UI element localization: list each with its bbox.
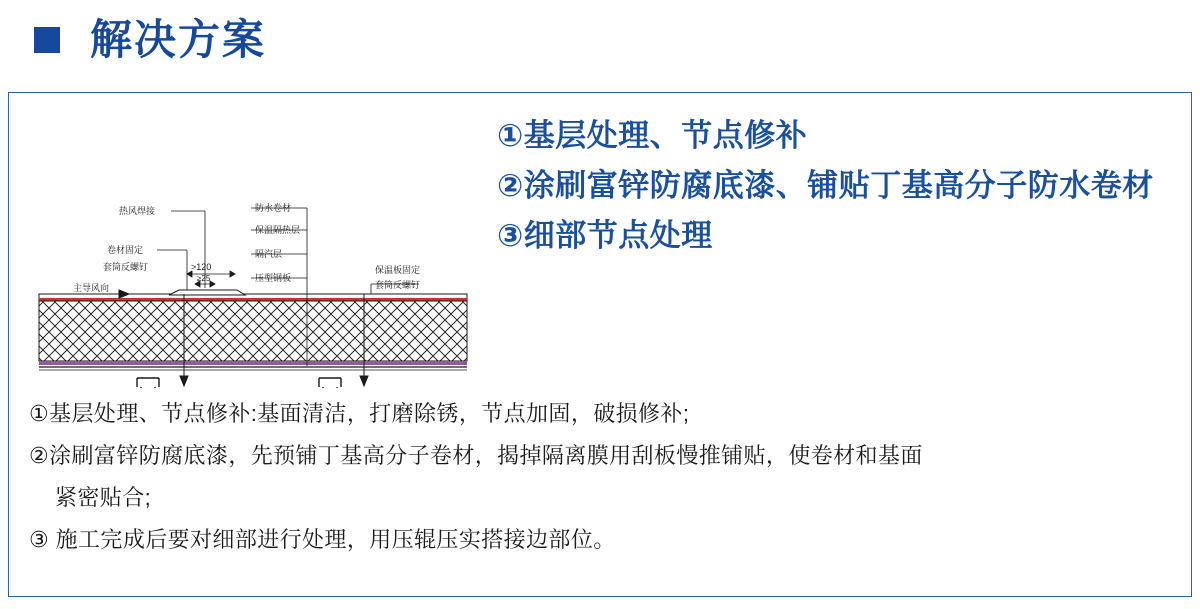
label-dimension-25: ≥25	[197, 274, 211, 283]
label-sleeve-screw-right: 套筒反螺钉	[375, 280, 421, 290]
note-line-2: ②涂刷富锌防腐底漆，先预铺丁基高分子卷材，揭掉隔离膜用刮板慢推铺贴，使卷材和基面	[29, 443, 923, 468]
solution-list	[497, 111, 1181, 261]
label-hot-air-weld: 热风焊接	[119, 206, 156, 216]
content-frame	[8, 92, 1192, 597]
roof-cross-section-diagram	[19, 98, 479, 388]
note-line-1: ①基层处理、节点修补:基面清洁，打磨除锈，节点加固，破损修补;	[29, 401, 690, 426]
label-membrane-fixing: 卷材固定	[107, 245, 144, 255]
label-sleeve-screw-left: 套筒反螺钉	[103, 262, 149, 272]
solution-item-3: ③细部节点处理	[497, 218, 713, 253]
label-vapor-barrier: 隔汽层	[255, 249, 283, 259]
label-waterproof-membrane: 防水卷材	[255, 203, 292, 213]
top-area	[9, 93, 1191, 393]
slide-header	[0, 0, 1200, 80]
header-bullet-icon	[34, 27, 60, 53]
label-insulation-layer: 保温隔热层	[255, 225, 301, 235]
notes-section	[29, 393, 1169, 561]
page-title: 解决方案	[90, 16, 267, 63]
solution-item-1: ①基层处理、节点修补	[497, 118, 808, 153]
note-line-3: 紧密贴合;	[55, 485, 152, 510]
label-main-wind-direction: 主导风向	[73, 283, 110, 293]
label-dimension-over-120: >120	[191, 262, 212, 272]
solution-item-2: ②涂刷富锌防腐底漆、铺贴丁基高分子防水卷材	[497, 168, 1154, 203]
note-line-4: ③ 施工完成后要对细部进行处理，用压辊压实搭接边部位。	[29, 527, 616, 552]
label-insulation-fixing: 保温板固定	[375, 265, 421, 275]
label-profiled-steel: 压型钢板	[255, 273, 292, 283]
